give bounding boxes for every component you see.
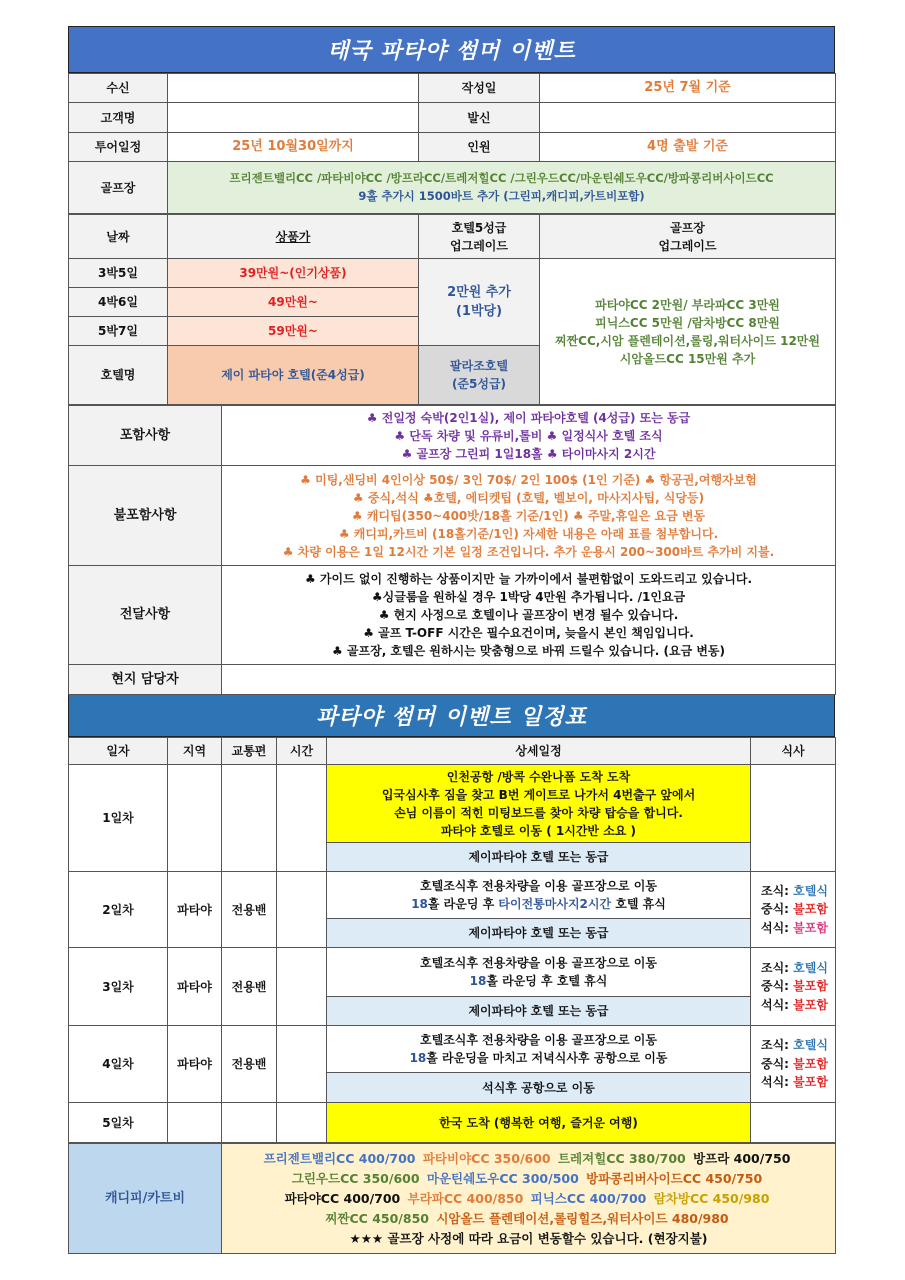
hotel-label: 호텔명: [69, 346, 168, 405]
included-label: 포함사항: [69, 406, 222, 466]
day3-region: 파타야: [168, 948, 222, 1026]
sched-header-meals: 식사: [751, 738, 836, 765]
header-golf-upgrade: [540, 215, 836, 259]
day4-detail-line: 호텔조식후 전용차량을 이용 골프장으로 이동: [420, 1033, 657, 1047]
excluded-item: ♣ 캐디피,카트비 (18홀기준/1인) 자세한 내용은 아래 표를 첨부합니다.: [338, 526, 719, 541]
sched-header-details: 상세일정: [327, 738, 751, 765]
day2-detail-line: 호텔조식후 전용차량을 이용 골프장으로 이동: [420, 879, 657, 893]
pricing-table: [68, 214, 836, 405]
day1-time: [277, 765, 327, 872]
meal-dinner: 석식: 불포함: [761, 997, 828, 1012]
golf-note: 9홀 추가시 1500바트 추가 (그린피,캐디피,카트비포함): [358, 188, 645, 203]
sched-header-transport: 교통편: [222, 738, 277, 765]
included-item: ♣ 골프장 그린피 1일18홀 ♣ 타이마사지 2시간: [401, 446, 656, 461]
header-golf-upgrade-line1: 골프장: [670, 220, 705, 235]
header-hotel-upgrade-line1: 호텔5성급: [451, 220, 507, 235]
day4-time: [277, 1026, 327, 1103]
day2-meals: [751, 872, 836, 948]
caddie-price-item: 마운틴쉐도우CC 300/500: [426, 1170, 579, 1186]
caddie-price-item: 방프라 400/750: [693, 1150, 791, 1166]
conditions-table: [68, 405, 836, 695]
people-value: 4명 출발 기준: [540, 133, 836, 162]
golf-courses-cell: [168, 162, 836, 214]
day3-detail-line: 호텔조식후 전용차량을 이용 골프장으로 이동: [420, 956, 657, 970]
recipient-value: [168, 74, 419, 103]
day5-transport: [222, 1103, 277, 1143]
day4-region: 파타야: [168, 1026, 222, 1103]
day2-time: [277, 872, 327, 948]
caddie-price-item: 프리젠트밸리CC 400/700: [263, 1150, 416, 1166]
header-hotel-upgrade: [419, 215, 540, 259]
hotel-upgrade-name-line1: 팔라조호텔: [450, 359, 508, 373]
day2-details: [327, 872, 751, 919]
detail-text: 호텔 휴식: [611, 897, 666, 911]
day4-details: [327, 1026, 751, 1073]
info-table: [68, 73, 836, 214]
customer-label: 고객명: [69, 103, 168, 133]
caddie-price-item: 그린우드CC 350/600: [291, 1170, 420, 1186]
golf-upgrade-line: 피닉스CC 5만원 /람차방CC 8만원: [595, 315, 780, 330]
excluded-list: [222, 466, 836, 566]
hotel-name: 제이 파타야 호텔(준4성급): [168, 346, 419, 405]
detail-text: 홀 라운딩을 마치고 저녁식사후 공항으로 이동: [426, 1051, 668, 1065]
day5-meals: [751, 1103, 836, 1143]
caddie-line-3: [222, 1189, 835, 1209]
note-item: ♣싱글룸을 원하실 경우 1박당 4만원 추가됩니다. /1인요금: [371, 590, 686, 604]
sched-header-region: 지역: [168, 738, 222, 765]
excluded-item: ♣ 미팅,샌딩비 4인이상 50$/ 3인 70$/ 2인 100$ (1인 기준) ♣ 항공권,여행자보험: [300, 472, 757, 487]
day4-hotel: 석식후 공항으로 이동: [327, 1073, 751, 1103]
caddie-line-4: [222, 1209, 835, 1229]
day1-transport: [222, 765, 277, 872]
day1-detail-line: 인천공항 /방콕 수완나폼 도착 도착: [446, 769, 631, 784]
day2-hotel: 제이파타야 호텔 또는 동급: [327, 919, 751, 948]
meal-lunch: 중식: 불포함: [761, 1056, 828, 1071]
header-date: 날짜: [69, 215, 168, 259]
schedule-table: [68, 737, 836, 1143]
meal-breakfast: 조식: 호텔식: [761, 1038, 828, 1053]
note-item: ♣ 현지 사정으로 호텔이나 골프장이 변경 될수 있습니다.: [378, 608, 679, 622]
day4-transport: 전용밴: [222, 1026, 277, 1103]
contact-label: 현지 담당자: [69, 665, 222, 695]
holes-count: 18: [469, 974, 487, 988]
day2-region: 파타야: [168, 872, 222, 948]
tour-value: 25년 10월30일까지: [168, 133, 419, 162]
day4-meals: [751, 1026, 836, 1103]
golf-upgrade-line: 시암올드CC 15만원 추가: [619, 351, 756, 366]
golf-label: 골프장: [69, 162, 168, 214]
sched-header-day: 일자: [69, 738, 168, 765]
duration-4n6d: 4박6일: [69, 288, 168, 317]
duration-3n5d: 3박5일: [69, 259, 168, 288]
hotel-upgrade-price: [419, 259, 540, 346]
sched-header-time: 시간: [277, 738, 327, 765]
meal-breakfast: 조식: 호텔식: [761, 883, 828, 898]
day3-detail-line: [327, 972, 750, 990]
day1-detail-line: 손님 이름이 적힌 미팅보드를 찾아 차량 탑승을 합니다.: [394, 805, 683, 820]
document-title: 태국 파타야 썸머 이벤트: [68, 26, 835, 73]
excluded-label: 불포함사항: [69, 466, 222, 566]
note-item: ♣ 가이드 없이 진행하는 상품이지만 늘 가까이에서 불편함없이 도와드리고 있습니다.: [304, 572, 753, 586]
hotel-upgrade-name: [419, 346, 540, 405]
day1-label: 1일차: [69, 765, 168, 872]
golf-upgrade-prices: [540, 259, 836, 405]
day3-meals: [751, 948, 836, 1026]
day1-region: [168, 765, 222, 872]
day5-region: [168, 1103, 222, 1143]
meal-breakfast: 조식: 호텔식: [761, 960, 828, 975]
day3-time: [277, 948, 327, 1026]
hotel-upgrade-name-line2: (준5성급): [451, 377, 507, 391]
day2-detail-line: [327, 895, 750, 913]
caddie-line-2: [222, 1169, 835, 1189]
day4-detail-line: [327, 1049, 750, 1067]
note-item: ♣ 골프 T-OFF 시간은 필수요건이며, 늦을시 본인 책임입니다.: [363, 626, 694, 640]
price-4n6d: 49만원~: [168, 288, 419, 317]
excluded-item: ♣ 중식,석식 ♣호텔, 에티켓팁 (호텔, 벨보이, 마사지사팁, 식당등): [352, 490, 705, 505]
header-price: 상품가: [168, 215, 419, 259]
day1-detail-line: 입국심사후 짐을 찾고 B번 게이트로 나가서 4번출구 앞에서: [381, 787, 696, 802]
meal-dinner: 석식: 불포함: [761, 1075, 828, 1090]
hotel-upgrade-price-line1: 2만원 추가: [447, 284, 511, 300]
holes-count: 18: [409, 1051, 427, 1065]
schedule-title: 파타야 썸머 이벤트 일정표: [68, 695, 835, 737]
customer-value: [168, 103, 419, 133]
golf-courses: 프리젠트밸리CC /파타비야CC /방프라CC/트레저힐CC /그린우드CC/마운틴쉐도우CC/방파콩리버사이드CC: [229, 171, 774, 186]
day1-meals: [751, 765, 836, 872]
note-item: ♣ 골프장, 호텔은 원하시는 맞춤형으로 바꿔 드릴수 있습니다. (요금 변동): [331, 644, 726, 658]
caddie-prices: [222, 1144, 836, 1254]
meal-lunch: 중식: 불포함: [761, 902, 828, 917]
caddie-price-item: 찌짠CC 450/850: [325, 1210, 429, 1226]
caddie-price-item: 파타비야CC 350/600: [422, 1150, 551, 1166]
excluded-item: ♣ 차량 이용은 1일 12시간 기본 일정 조건입니다. 추가 운용시 200~300바트 추가비 지불.: [282, 544, 775, 559]
sender-value: [540, 103, 836, 133]
excluded-item: ♣ 캐디팁(350~400밧/18홀 기준/1인) ♣ 주말,휴일은 요금 변동: [351, 508, 706, 523]
day2-transport: 전용밴: [222, 872, 277, 948]
day1-hotel: 제이파타야 호텔 또는 동급: [327, 843, 751, 872]
caddie-price-item: 피닉스CC 400/700: [530, 1190, 647, 1206]
caddie-footer: ★★★ 골프장 사정에 따라 요금이 변동할수 있습니다. (현장지불): [349, 1230, 708, 1246]
caddie-price-item: 람차방CC 450/980: [653, 1190, 770, 1206]
recipient-label: 수신: [69, 74, 168, 103]
duration-5n7d: 5박7일: [69, 317, 168, 346]
day2-label: 2일차: [69, 872, 168, 948]
caddie-price-item: 방파콩리버사이드CC 450/750: [586, 1170, 763, 1186]
included-item: ♣ 전일정 숙박(2인1실), 제이 파타야호텔 (4성급) 또는 동급: [366, 410, 691, 425]
meal-lunch: 중식: 불포함: [761, 979, 828, 994]
date-label: 작성일: [419, 74, 540, 103]
caddie-price-item: 트레져힐CC 380/700: [557, 1150, 686, 1166]
holes-count: 18: [411, 897, 428, 911]
included-item: ♣ 단독 차량 및 유류비,톨비 ♣ 일정식사 호텔 조식: [394, 428, 663, 443]
caddie-label: 캐디피/카트비: [69, 1144, 222, 1254]
included-list: [222, 406, 836, 466]
caddie-table: [68, 1143, 836, 1254]
golf-upgrade-line: 파타야CC 2만원/ 부라파CC 3만원: [595, 297, 780, 312]
golf-upgrade-line: 찌짠CC,시암 플렌테이션,롤링,워터사이드 12만원: [554, 333, 820, 348]
day3-label: 3일차: [69, 948, 168, 1026]
price-3n5d: 39만원~(인기상품): [168, 259, 419, 288]
tour-label: 투어일정: [69, 133, 168, 162]
caddie-line-1: [222, 1149, 835, 1169]
day1-details: [327, 765, 751, 843]
tour-document: [68, 26, 835, 1254]
detail-text: 홀 라운딩 후: [427, 897, 499, 911]
hotel-upgrade-price-line2: (1박당): [455, 304, 503, 319]
sender-label: 발신: [419, 103, 540, 133]
day5-time: [277, 1103, 327, 1143]
caddie-price-item: 파타야CC 400/700: [284, 1190, 401, 1206]
caddie-price-item: 시암올드 플렌테이션,롤링힐즈,워터사이드 480/980: [436, 1210, 729, 1226]
contact-value: [222, 665, 836, 695]
day3-transport: 전용밴: [222, 948, 277, 1026]
day4-label: 4일차: [69, 1026, 168, 1103]
day3-hotel: 제이파타야 호텔 또는 동급: [327, 997, 751, 1026]
date-value: 25년 7월 기준: [540, 74, 836, 103]
massage-highlight: 타이전통마사지2시간: [498, 897, 612, 911]
price-5n7d: 59만원~: [168, 317, 419, 346]
day3-details: [327, 948, 751, 997]
notes-label: 전달사항: [69, 566, 222, 665]
meal-dinner: 석식: 불포함: [761, 920, 828, 935]
header-golf-upgrade-line2: 업그레이드: [658, 238, 717, 253]
detail-text: 홀 라운딩 후 호텔 휴식: [486, 974, 608, 988]
header-hotel-upgrade-line2: 업그레이드: [450, 238, 508, 253]
caddie-price-item: 부라파CC 400/850: [407, 1190, 524, 1206]
people-label: 인원: [419, 133, 540, 162]
notes-list: [222, 566, 836, 665]
day5-details: 한국 도착 (행복한 여행, 즐거운 여행): [327, 1103, 751, 1143]
day5-label: 5일차: [69, 1103, 168, 1143]
day1-detail-line: 파타야 호텔로 이동 ( 1시간반 소요 ): [440, 823, 637, 838]
